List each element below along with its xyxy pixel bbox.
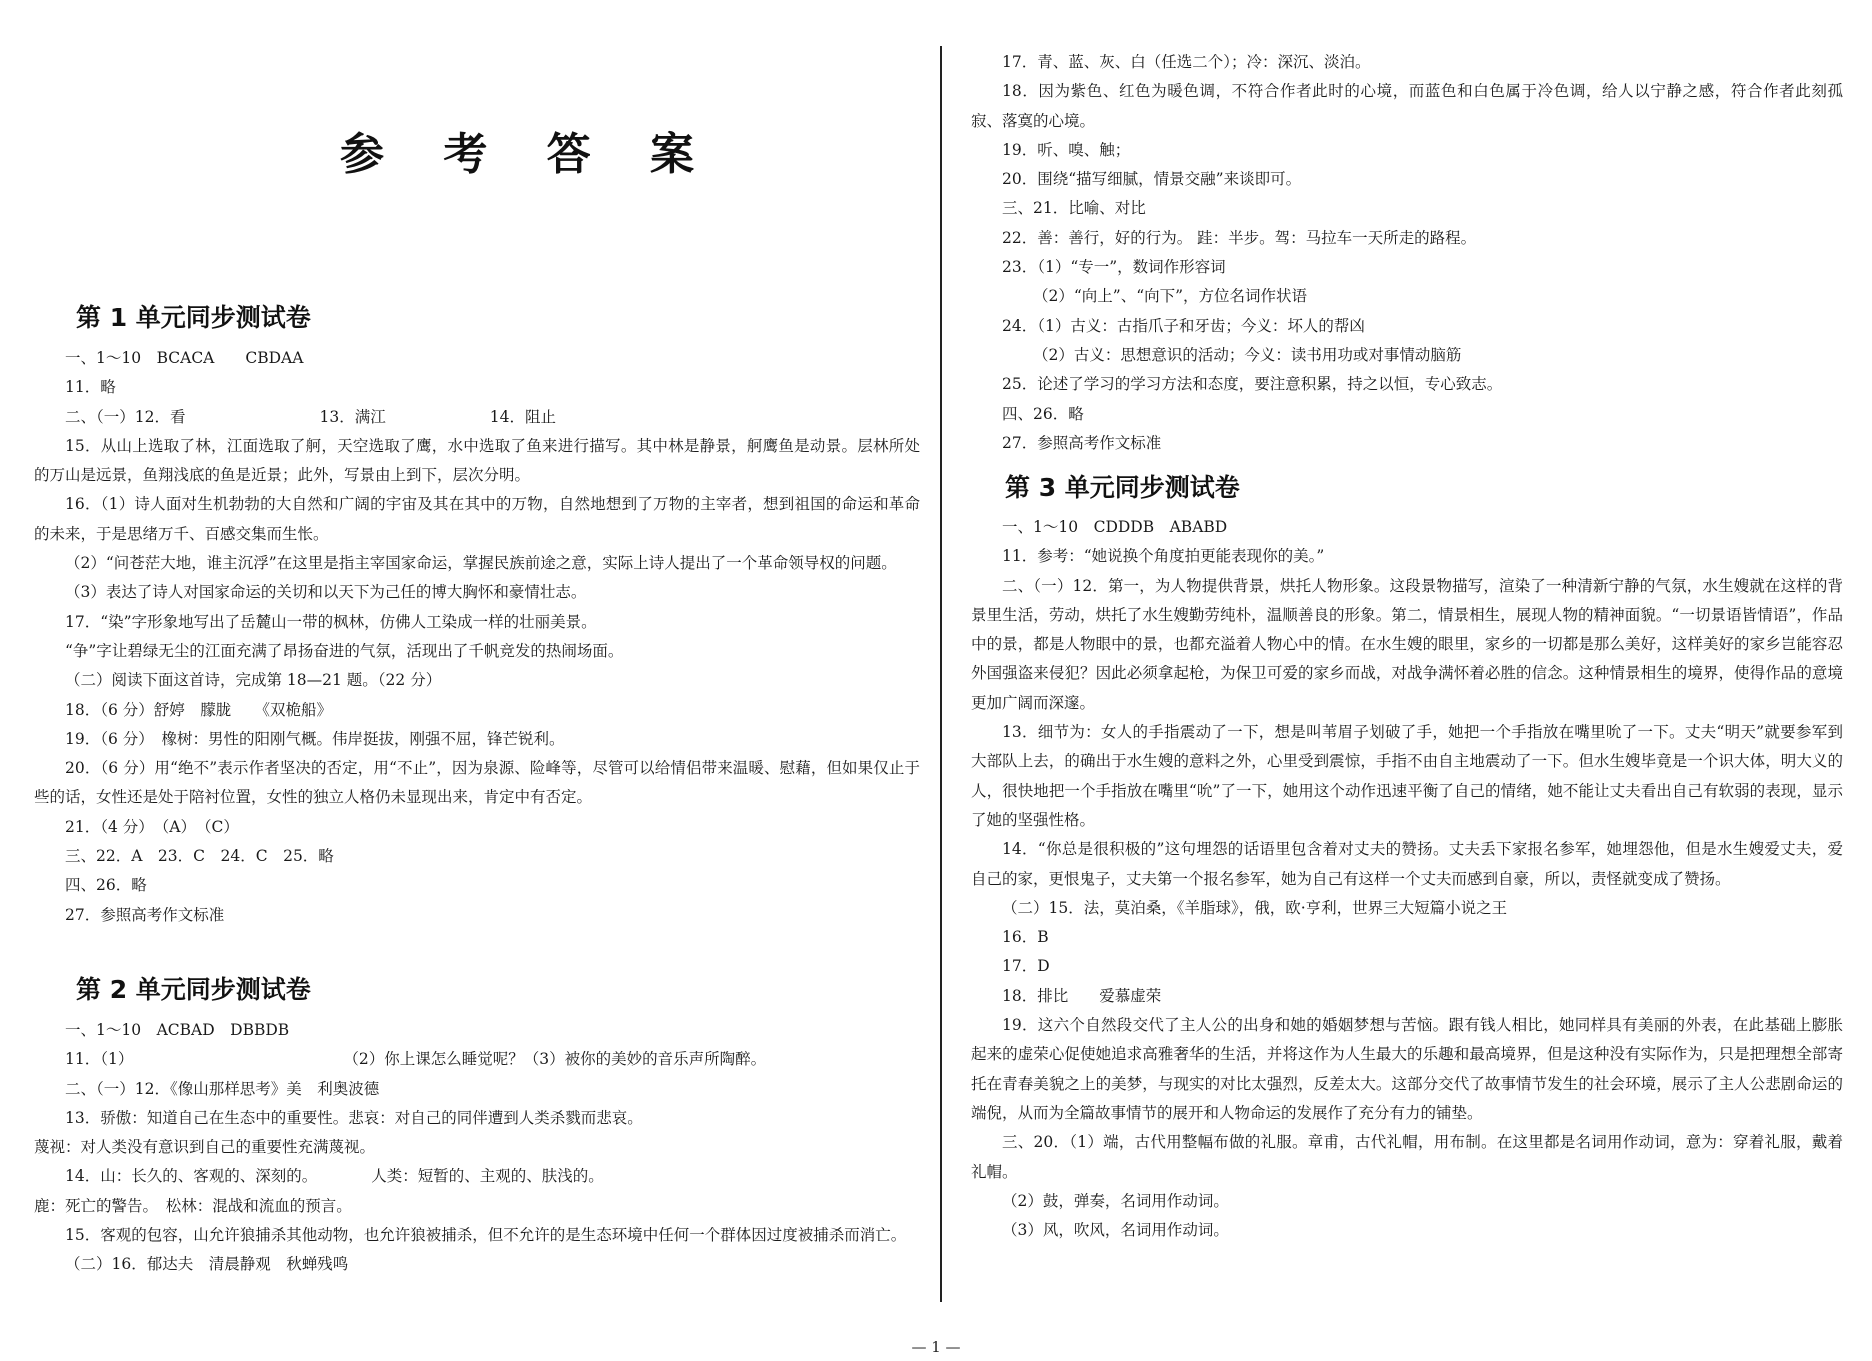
answer-line: （2）鼓，弹奏，名词用作动词。 (1002, 1191, 1229, 1210)
answer-line: 17．D (1002, 957, 1050, 976)
answer-line: 27．参照高考作文标准 (1002, 433, 1162, 452)
answer-line (34, 1162, 920, 1191)
answer-13: 13．满江 (319, 407, 386, 426)
answer-line: 13．骄傲：知道自己在生态中的重要性。悲哀：对自己的同伴遭到人类杀戮而悲哀。 (65, 1108, 643, 1127)
answer-line: 蔑视：对人类没有意识到自己的重要性充满蔑视。 (34, 1138, 376, 1157)
answer-line: 21．（4 分） （A） （C） (65, 817, 239, 836)
answer-line: 27．参照高考作文标准 (65, 905, 225, 924)
answer-line: 18．（6 分）舒婷 朦胧 《双桅船》 (65, 700, 333, 719)
answer-paragraph: 18．因为紫色、红色为暖色调，不符合作者此时的心境，而蓝色和白色属于冷色调，给人以宁静之感，符合作者此刻孤寂、落寞的心境。 (971, 82, 1843, 130)
answer-line: 25．论述了学习的学习方法和态度，要注意积累，持之以恒，专心致志。 (1002, 375, 1503, 394)
answer-line: 四、26．略 (65, 876, 147, 895)
answer-line: 16．B (1002, 928, 1049, 947)
unit-3-answers (971, 513, 1843, 1245)
answer-line: 17．“染”字形象地写出了岳麓山一带的枫林，仿佛人工染成一样的壮丽美景。 (65, 612, 597, 631)
answer-line: 17．青、蓝、灰、白（任选二个）；冷：深沉、淡泊。 (1002, 53, 1371, 71)
answer-paragraph: 15．客观的包容，山允许狼捕杀其他动物，也允许狼被捕杀，但不允许的是生态环境中任何一个群体因过度被捕杀而消亡。 (65, 1226, 907, 1245)
answer-14-human: 人类：短暂的、主观的、肤浅的。 (371, 1167, 604, 1186)
answer-line: 11．参考：“她说换个角度拍更能表现你的美。” (1002, 547, 1325, 566)
answer-paragraph: 15．从山上选取了林，江面选取了舸，天空选取了鹰，水中选取了鱼来进行描写。其中林是静景，舸鹰鱼是动景。层林所处的万山是远景，鱼翔浅底的鱼是近景；此外，写景由上到下，层次分明。 (34, 436, 920, 485)
unit-2-heading: 第 2 单元同步测试卷 (76, 975, 311, 1004)
answer-paragraph: 13．细节为：女人的手指震动了一下，想是叫苇眉子划破了手，她把一个手指放在嘴里吮了一下。丈夫“明天”就要参军到大部队上去，的确出于水生嫂的意料之外，心里受到震惊，手指不由自主地震动了一下。但水生嫂毕竟是一个识大体，明大义的人，很快地把一个手指放在嘴里“吮”了一下，她用这个动作迅速平衡了自己的情绪，她不能让丈夫看出自己有软弱的表现，显示了她的坚强性格。 (971, 723, 1843, 829)
answer-line (34, 1045, 920, 1074)
answer-line: 19．听、嗅、触； (1002, 140, 1131, 159)
answer-paragraph: 二、（一）12．第一，为人物提供背景，烘托人物形象。这段景物描写，渲染了一种清新宁静的气氛，水生嫂就在这样的背景里生活，劳动，烘托了水生嫂勤劳纯朴，温顺善良的形象。第二，情景相生，展现人物的精神面貌。“一切景语皆情语”，作品中的景，都是人物眼中的景，也都充溢着人物心中的情。在水生嫂的眼里，家乡的一切都是那么美好，这样美好的家乡岂能容忍外国强盗来侵犯？因此必须拿起枪，为保卫可爱的家乡而战，对战争满怀着必胜的信念。这种情景相生的境界，使得作品的意境更加广阔而深邃。 (971, 576, 1843, 712)
answer-line (34, 403, 920, 432)
answer-14-mountain: 14．山：长久的、客观的、深刻的。 (65, 1167, 318, 1186)
answer-paragraph: 20．（6 分）用“绝不”表示作者坚决的否定，用“不止”，因为泉源、险峰等，尽管可以给情侣带来温暖、慰藉，但如果仅止于些的话，女性还是处于陪衬位置，女性的独立人格仍未显现出来，肯定中有否定。 (34, 759, 920, 807)
answer-line: 一、1～10 BCACA CBDAA (65, 349, 304, 367)
answer-11-part2: （2）你上课怎么睡觉呢？（3）被你的美妙的音乐声所陶醉。 (343, 1050, 767, 1069)
answer-line: （3）表达了诗人对国家命运的关切和以天下为己任的博大胸怀和豪情壮志。 (65, 583, 587, 602)
answer-12: 二、（一）12．看 (65, 407, 186, 426)
answer-line: 20．围绕“描写细腻，情景交融”来谈即可。 (1002, 170, 1302, 189)
answer-line: （二）16．郁达夫 清晨静观 秋蝉残鸣 (65, 1255, 349, 1274)
answer-14: 14．阻止 (489, 407, 556, 426)
answer-line: 23．（1）“专一”，数词作形容词 (1002, 258, 1226, 277)
answer-paragraph: 14．“你总是很积极的”这句埋怨的话语里包含着对丈夫的赞扬。丈夫丢下家报名参军，她埋怨他，但是水生嫂爱丈夫，爱自己的家，更恨鬼子，丈夫第一个报名参军，她为自己有这样一个丈夫而感到自豪，所以，责怪就变成了赞扬。 (971, 840, 1843, 888)
unit-3-heading: 第 3 单元同步测试卷 (1005, 473, 1240, 502)
answer-line: 三、21．比喻、对比 (1002, 199, 1146, 218)
answer-line: 鹿：死亡的警告。 松林：混战和流血的预言。 (34, 1196, 352, 1215)
unit-1-heading: 第 1 单元同步测试卷 (76, 303, 311, 332)
answer-paragraph: 三、20．（1）端，古代用整幅布做的礼服。章甫，古代礼帽，用布制。在这里都是名词用作动词，意为：穿着礼服，戴着礼帽。 (971, 1133, 1843, 1181)
page-number: — 1 — (911, 1338, 961, 1356)
answer-line: （二）15．法，莫泊桑，《羊脂球》，俄，欧·亨利，世界三大短篇小说之王 (1002, 898, 1508, 917)
answer-line: （二）阅读下面这首诗，完成第 18—21 题。（22 分） (65, 671, 442, 690)
answer-line: 一、1～10 ACBAD DBBDB (65, 1021, 290, 1039)
answer-line: 11．略 (65, 378, 116, 397)
unit-1-answers (34, 344, 920, 930)
answer-line: 22．善：善行，好的行为。 跬：半步。驾：马拉车一天所走的路程。 (1002, 228, 1477, 247)
answer-line: 24．（1）古义：古指爪子和牙齿；今义：坏人的帮凶 (1002, 316, 1365, 335)
answer-paragraph: （2）“问苍茫大地，谁主沉浮”在这里是指主宰国家命运，掌握民族前途之意，实际上诗人提出了一个革命领导权的问题。 (65, 554, 897, 573)
answer-line: 三、22．A 23．C 24．C 25．略 (65, 847, 334, 866)
unit-2-answers-continued (971, 48, 1843, 458)
column-divider (940, 46, 942, 1302)
answer-line: （2）古义：思想意识的活动；今义：读书用功或对事情动脑筋 (1033, 345, 1462, 364)
answer-line: “争”字让碧绿无尘的江面充满了昂扬奋进的气氛，活现出了千帆竞发的热闹场面。 (65, 641, 624, 660)
answer-line: （2）“向上”、“向下”，方位名词作状语 (1033, 287, 1308, 306)
answer-line: 19．（6 分） 橡树：男性的阳刚气概。伟岸挺拔，刚强不屈，锋芒锐利。 (65, 729, 565, 748)
answer-paragraph: 19．这六个自然段交代了主人公的出身和她的婚姻梦想与苦恼。跟有钱人相比，她同样具有美丽的外表，在此基础上膨胀起来的虚荣心促使她追求高雅奢华的生活，并将这作为人生最大的乐趣和最高境界，但是这种没有实际作为，只是把理想全部寄托在青春美貌之上的美梦，与现实的对比太强烈，反差太大。这部分交代了故事情节发生的社会环境，展示了主人公悲剧命运的端倪，从而为全篇故事情节的展开和人物命运的发展作了充分有力的铺垫。 (971, 1016, 1843, 1122)
answer-line: 一、1～10 CDDDB ABABD (1002, 518, 1228, 536)
unit-2-answers (34, 1016, 920, 1280)
answer-paragraph: 16．（1）诗人面对生机勃勃的大自然和广阔的宇宙及其在其中的万物，自然地想到了万物的主宰者，想到祖国的命运和革命的未来，于是思绪万千、百感交集而生怅。 (34, 495, 920, 543)
answer-line: 18．排比 爱慕虚荣 (1002, 986, 1162, 1005)
answer-line: （3）风，吹风，名词用作动词。 (1002, 1221, 1229, 1240)
answer-line: 二、（一）12．《像山那样思考》美 利奥波德 (65, 1079, 380, 1098)
page-title: 参 考 答 案 (340, 129, 716, 180)
answer-11-part1: 11．（1） (65, 1050, 134, 1069)
answer-line: 四、26．略 (1002, 404, 1084, 423)
